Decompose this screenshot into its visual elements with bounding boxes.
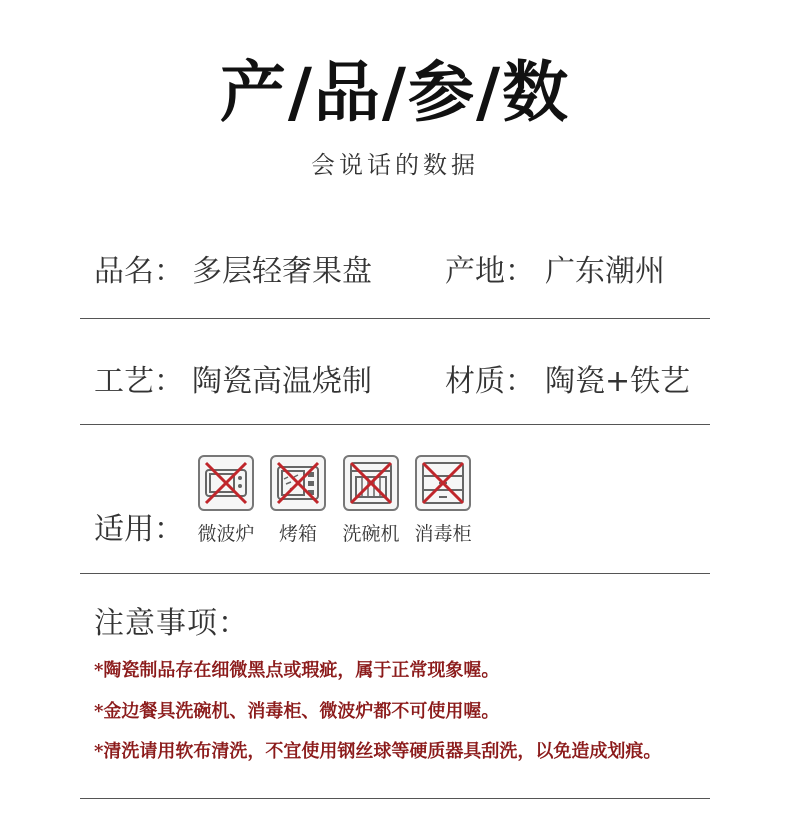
- page-subtitle: 会说话的数据: [311, 151, 479, 179]
- craft-value: 陶瓷高温烧制: [192, 364, 372, 399]
- product-name-value: 多层轻奢果盘: [192, 254, 372, 289]
- craft-label: 工艺：: [94, 364, 184, 399]
- appliance-label: 消毒柜: [414, 523, 472, 545]
- product-name-label: 品名：: [94, 254, 184, 289]
- appliance-microwave: [195, 455, 257, 545]
- divider-4: [80, 798, 710, 799]
- divider-2: [80, 424, 710, 425]
- appliance-label: 洗碗机: [342, 523, 400, 545]
- notice-item: *陶瓷制品存在细微黑点或瑕疵，属于正常现象喔。: [94, 660, 500, 681]
- appliance-oven: [267, 455, 329, 545]
- notice-heading: 注意事项：: [94, 606, 249, 641]
- dishwasher-crossed-icon: [343, 455, 399, 511]
- divider-3: [80, 573, 710, 574]
- appliance-dishwasher: [340, 455, 402, 545]
- origin-label: 产地：: [445, 254, 535, 289]
- usage-label: 适用：: [94, 512, 184, 547]
- page-title: 产/品/参/数: [219, 54, 571, 131]
- origin-value: 广东潮州: [545, 254, 665, 289]
- divider-1: [80, 318, 710, 319]
- oven-crossed-icon: [270, 455, 326, 511]
- notice-item: *清洗请用软布清洗，不宜使用钢丝球等硬质器具刮洗，以免造成划痕。: [94, 741, 662, 762]
- appliance-sterilizer: [412, 455, 474, 545]
- appliance-label: 烤箱: [278, 523, 317, 545]
- notice-item: *金边餐具洗碗机、消毒柜、微波炉都不可使用喔。: [94, 701, 500, 722]
- sterilizer-cabinet-crossed-icon: [415, 455, 471, 511]
- material-value: 陶瓷+铁艺: [545, 364, 691, 399]
- material-label: 材质：: [445, 364, 535, 399]
- appliance-label: 微波炉: [197, 523, 255, 545]
- microwave-crossed-icon: [198, 455, 254, 511]
